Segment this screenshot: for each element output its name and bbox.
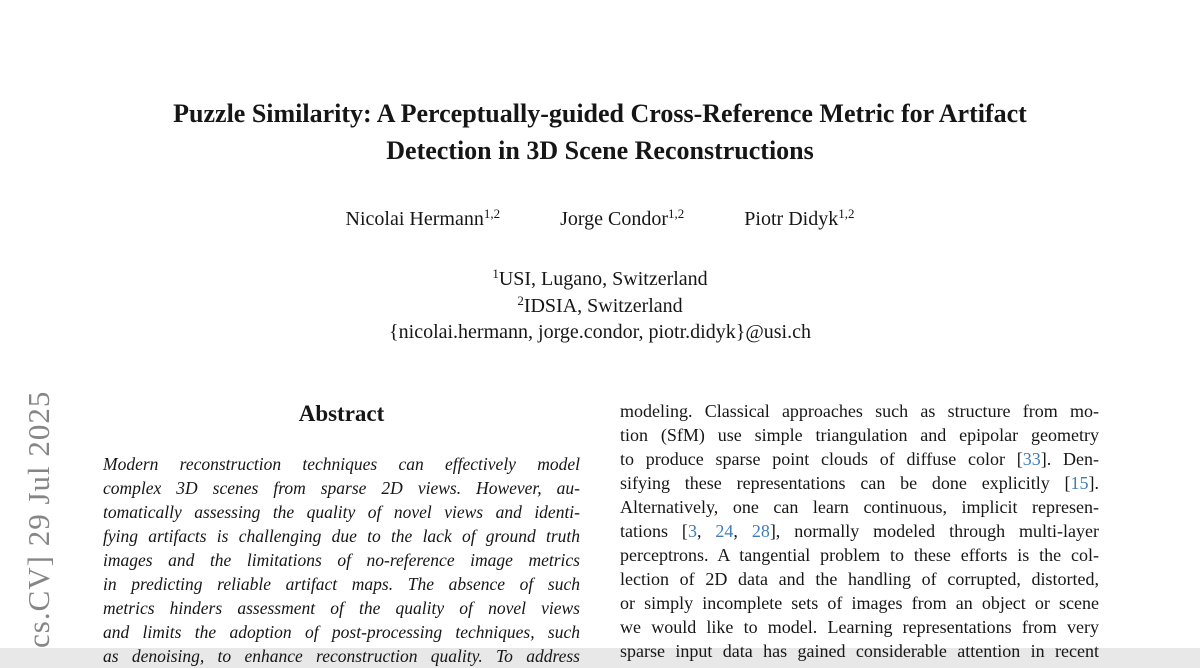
body-text-line — [620, 399, 1099, 423]
body-text-line — [620, 615, 1099, 639]
text-span: ], normally modeled through multi-layer — [769, 521, 1099, 541]
author-name-3: Piotr Didyk$^{1,2}$ — [744, 206, 855, 230]
abstract-text — [103, 452, 580, 668]
text-span: ]. — [1088, 473, 1099, 493]
body-text-line — [620, 591, 1099, 615]
abstract-text-line: in predicting reliable artifact maps. The absence of such — [103, 574, 580, 594]
text-span: perceptrons. A tangential problem to these efforts is the col- — [620, 545, 1099, 565]
abstract-text-line: metrics hinders assessment of the quality of novel views — [103, 598, 580, 618]
text-span: sifying these representations can be done explicitly [ — [620, 473, 1071, 493]
abstract-text-line: images and the limitations of no-reference image metrics — [103, 550, 580, 570]
citation-link[interactable]: 33 — [1022, 449, 1041, 469]
author-affiliation-superscript: 1,2 — [483, 206, 501, 221]
affiliation-line-1: $^1$USI, Lugano, Switzerland — [492, 266, 708, 290]
abstract-text-line: fying artifacts is challenging due to the lack of ground truth — [103, 526, 580, 546]
affiliation-superscript: 2 — [517, 292, 524, 308]
text-span: Alternatively, one can learn continuous, implicit represen- — [620, 497, 1099, 517]
text-span: sparse input data has gained considerable attention in recent — [620, 641, 1099, 661]
author-name-1: Nicolai Hermann$^{1,2}$ — [345, 206, 501, 230]
body-text-line — [620, 471, 1099, 495]
abstract-text-line: and limits the adoption of post-processing techniques, such — [103, 622, 580, 642]
author-list — [0, 208, 1200, 231]
text-span: , — [733, 521, 752, 541]
affiliation-line-2: $^2$IDSIA, Switzerland — [517, 292, 683, 317]
author-name-2: Jorge Condor$^{1,2}$ — [560, 206, 685, 230]
body-text-line — [620, 519, 1099, 543]
affiliation-lines — [0, 266, 1200, 319]
arxiv-stamp: cs.CV] 29 Jul 2025 — [21, 390, 56, 648]
text-span: to produce sparse point clouds of diffuse color [ — [620, 449, 1023, 469]
body-text-line — [620, 447, 1099, 471]
text-span: , — [696, 521, 716, 541]
abstract-text-line: tomatically assessing the quality of novel views and identi- — [103, 502, 580, 522]
affiliation-superscript: 1 — [492, 266, 499, 281]
paper-title-line-2: Detection in 3D Scene Reconstructions — [386, 136, 814, 165]
author-affiliation-superscript: 1,2 — [668, 206, 685, 221]
citation-link[interactable]: 24 — [715, 521, 734, 541]
text-span: tion (SfM) use simple triangulation and epipolar geometry — [620, 425, 1099, 445]
affiliations-block — [0, 266, 1200, 346]
abstract-column — [103, 400, 580, 668]
paper-title — [0, 95, 1200, 169]
text-span: modeling. Classical approaches such as structure from mo- — [620, 401, 1099, 421]
text-span: lection of 2D data and the handling of corrupted, distorted, — [620, 569, 1099, 589]
paper-title-line-1: Puzzle Similarity: A Perceptually-guided Cross-Reference Metric for Artifact — [173, 99, 1027, 128]
abstract-text-line: Modern reconstruction techniques can effectively model — [103, 454, 580, 474]
body-text-line — [620, 495, 1099, 519]
contact-email: {nicolai.hermann, jorge.condor, piotr.didyk}@usi.ch — [389, 321, 811, 343]
body-text-line — [620, 423, 1099, 447]
body-text-line — [620, 567, 1099, 591]
author-affiliation-superscript: 1,2 — [838, 206, 855, 221]
intro-column — [620, 399, 1099, 663]
text-span: or simply incomplete sets of images from an object or scene — [620, 593, 1099, 613]
text-span: we would like to model. Learning representations from very — [620, 617, 1099, 637]
citation-link[interactable]: 3 — [687, 521, 697, 541]
abstract-text-line: as denoising, to enhance reconstruction quality. To address — [103, 646, 580, 666]
abstract-text-line: complex 3D scenes from sparse 2D views. However, au- — [103, 478, 580, 498]
abstract-heading: Abstract — [298, 401, 385, 426]
body-text-line — [620, 543, 1099, 567]
citation-link[interactable]: 28 — [751, 521, 770, 541]
citation-link[interactable]: 15 — [1070, 473, 1089, 493]
text-span: ]. Den- — [1040, 449, 1099, 469]
body-text-line — [620, 639, 1099, 663]
text-span: tations [ — [620, 521, 688, 541]
